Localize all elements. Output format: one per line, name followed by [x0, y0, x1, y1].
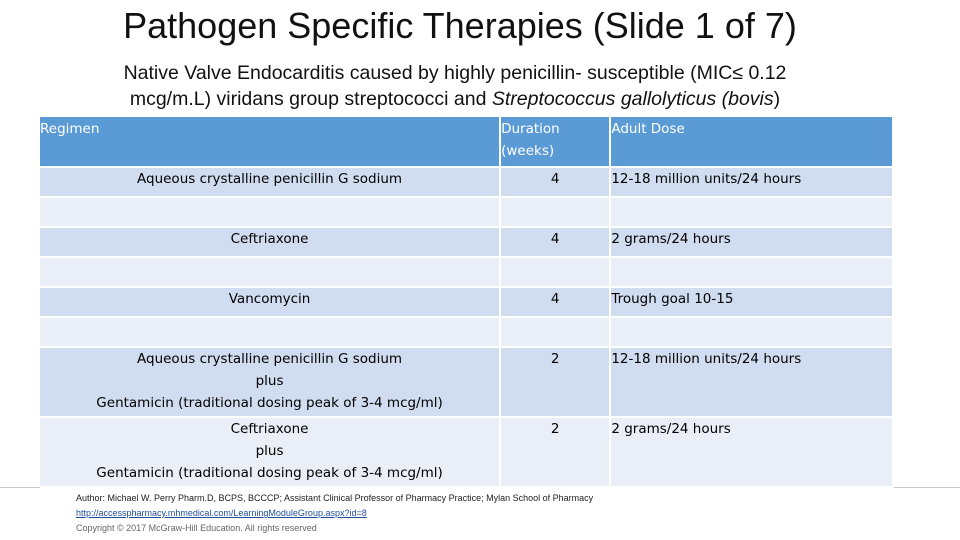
slide-subtitle [30, 60, 880, 112]
table-row [40, 168, 894, 198]
table-row [40, 228, 894, 258]
spacer-row [40, 198, 894, 228]
subtitle-line-2-prefix: mcg/m.L) viridans group streptococci and [129, 88, 492, 110]
regimen-line: Aqueous crystalline penicillin G sodium [137, 171, 403, 187]
duration-cell: 4 [501, 168, 611, 198]
spacer-row [40, 258, 894, 288]
dose-cell: 2 grams/24 hours [611, 228, 894, 258]
regimen-table [40, 117, 894, 488]
table-header-row [40, 117, 894, 168]
regimen-cell [40, 418, 501, 488]
duration-cell: 2 [501, 348, 611, 418]
header-regimen: Regimen [40, 117, 501, 168]
spacer-cell [611, 318, 894, 348]
subtitle-organism-italic: Streptococcus gallolyticus (bovis [491, 88, 774, 110]
subtitle-line-2 [30, 86, 880, 112]
spacer-cell [611, 198, 894, 228]
dose-cell: Trough goal 10-15 [611, 288, 894, 318]
footer-link[interactable]: http://accesspharmacy.mhmedical.com/LearningModuleGroup.aspx?id=8 [76, 508, 367, 518]
subtitle-line-2-suffix: ) [773, 88, 781, 110]
duration-cell: 4 [501, 288, 611, 318]
footer-divider-left [0, 487, 40, 488]
slide-title: Pathogen Specific Therapies (Slide 1 of 7) [123, 5, 797, 46]
header-duration [501, 117, 611, 168]
regimen-line: plus [255, 443, 284, 459]
footer-copyright: Copyright © 2017 McGraw-Hill Education. All rights reserved [76, 523, 317, 533]
duration-cell: 2 [501, 418, 611, 488]
regimen-line: Vancomycin [228, 291, 311, 307]
regimen-cell [40, 228, 501, 258]
subtitle-line-1: Native Valve Endocarditis caused by highly penicillin- susceptible (MIC≤ 0.12 [123, 62, 787, 84]
regimen-line: Gentamicin (traditional dosing peak of 3-4 mcg/ml) [96, 465, 443, 481]
spacer-cell [40, 198, 501, 228]
spacer-row [40, 318, 894, 348]
regimen-line: Ceftriaxone [230, 231, 309, 247]
header-adult-dose: Adult Dose [611, 117, 894, 168]
spacer-cell [501, 198, 611, 228]
regimen-line: Ceftriaxone [230, 421, 309, 437]
spacer-cell [40, 258, 501, 288]
table-row [40, 348, 894, 418]
spacer-cell [611, 258, 894, 288]
duration-cell: 4 [501, 228, 611, 258]
regimen-line: plus [255, 373, 284, 389]
header-duration-line-1: Duration [501, 121, 560, 137]
dose-cell: 12-18 million units/24 hours [611, 168, 894, 198]
spacer-cell [501, 318, 611, 348]
regimen-cell [40, 168, 501, 198]
regimen-line: Aqueous crystalline penicillin G sodium [137, 351, 403, 367]
footer [76, 491, 776, 536]
footer-author: Author: Michael W. Perry Pharm.D, BCPS, BCCCP; Assistant Clinical Professor of Pharmacy Practice; Mylan School of Pharmacy [76, 493, 594, 503]
table-row [40, 418, 894, 488]
dose-cell: 2 grams/24 hours [611, 418, 894, 488]
dose-cell: 12-18 million units/24 hours [611, 348, 894, 418]
table-row [40, 288, 894, 318]
header-duration-line-2: (weeks) [501, 143, 555, 159]
regimen-line: Gentamicin (traditional dosing peak of 3-4 mcg/ml) [96, 395, 443, 411]
regimen-cell [40, 288, 501, 318]
regimen-cell [40, 348, 501, 418]
spacer-cell [40, 318, 501, 348]
spacer-cell [501, 258, 611, 288]
footer-divider-right [894, 487, 960, 488]
